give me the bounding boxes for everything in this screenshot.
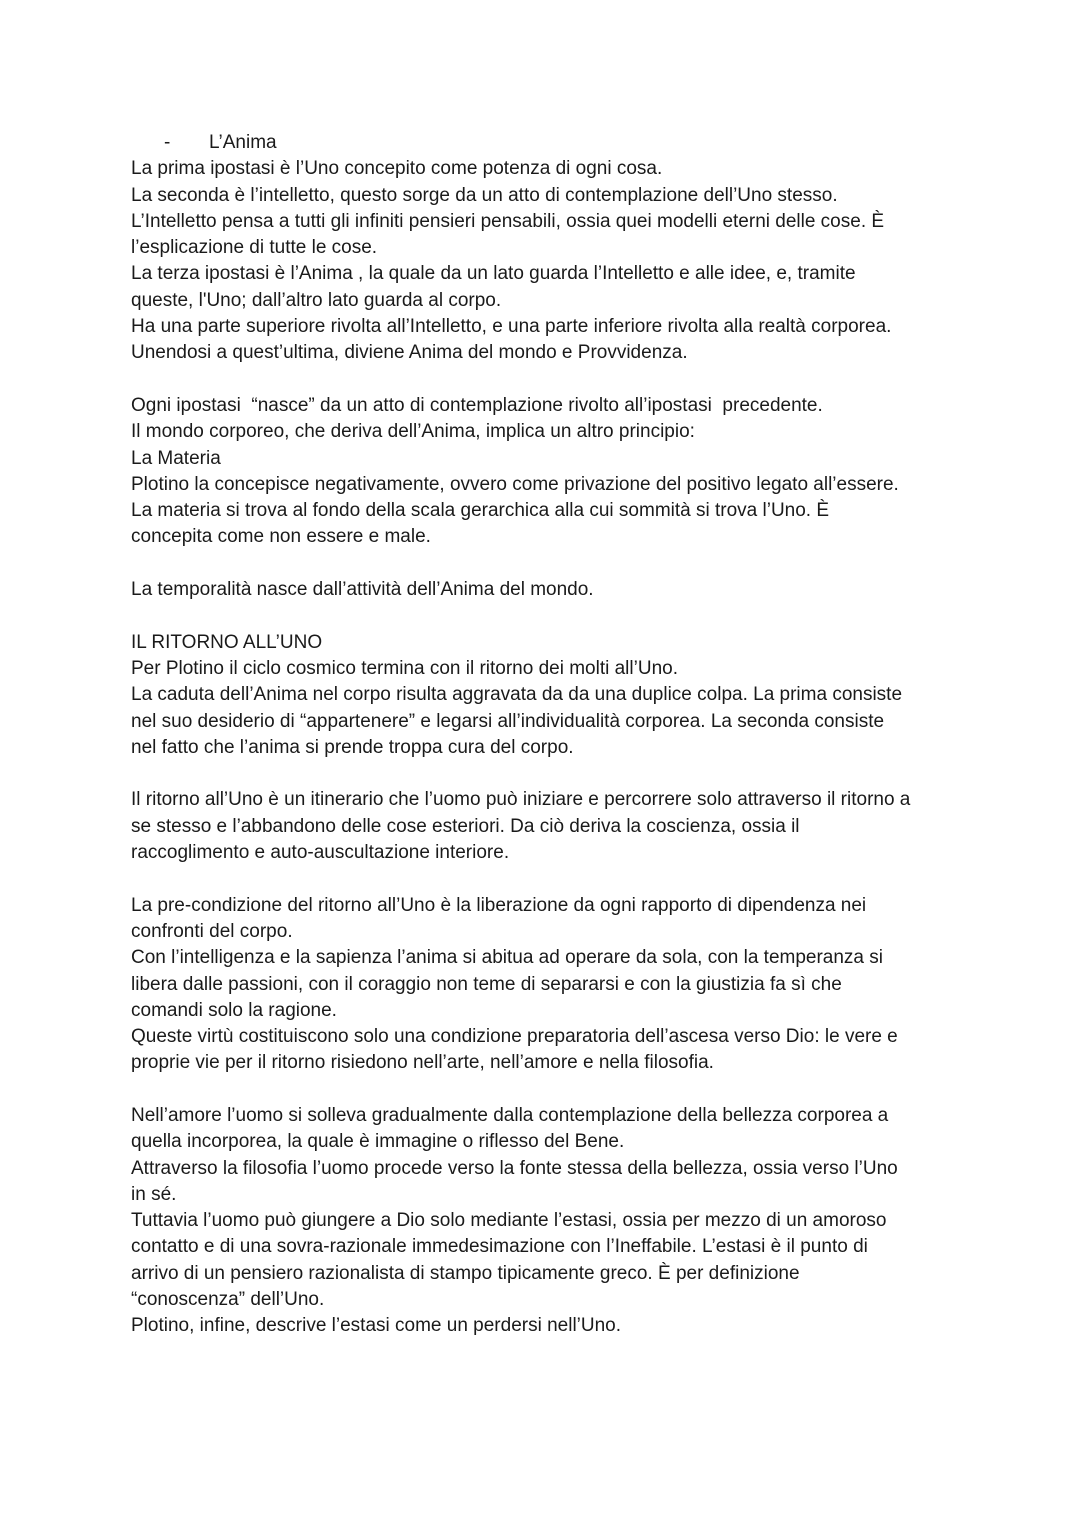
text-line: Plotino, infine, descrive l’estasi come un perdersi nell’Uno. xyxy=(131,1315,622,1337)
paragraph-gap xyxy=(131,603,961,629)
text-line: “conoscenza” dell’Uno. xyxy=(131,1289,325,1311)
text-line: Unendosi a quest’ultima, diviene Anima del mondo e Provvidenza. xyxy=(131,342,688,364)
text-line: comandi solo la ragione. xyxy=(131,999,337,1021)
text-line: contatto e di una sovra-razionale immedesimazione con l’Ineffabile. L’estasi è il punto di xyxy=(131,1236,868,1258)
paragraph-gap xyxy=(131,551,961,577)
paragraph xyxy=(131,893,961,1077)
text-line: proprie vie per il ritorno risiedono nell’arte, nell’amore e nella filosofia. xyxy=(131,1052,714,1074)
text-line: La pre-condizione del ritorno all’Uno è la liberazione da ogni rapporto di dipendenza nei xyxy=(131,894,867,916)
text-line: Il ritorno all’Uno è un itinerario che l’uomo può iniziare e percorrere solo attraverso il ritorno a xyxy=(131,789,911,811)
text-line: concepita come non essere e male. xyxy=(131,526,431,548)
text-line: IL RITORNO ALL’UNO xyxy=(131,631,323,653)
text-line: Il mondo corporeo, che deriva dell’Anima, implica un altro principio: xyxy=(131,421,695,443)
text-line: l’esplicazione di tutte le cose. xyxy=(131,237,378,259)
bullet-marker: - xyxy=(164,132,171,153)
text-line: raccoglimento e auto-auscultazione interiore. xyxy=(131,842,510,864)
text-line: Attraverso la filosofia l’uomo procede verso la fonte stessa della bellezza, ossia verso l’Uno xyxy=(131,1157,898,1179)
paragraph xyxy=(131,393,961,551)
bullet-item-anima xyxy=(131,130,961,156)
paragraph xyxy=(131,1103,961,1340)
text-line: Ha una parte superiore rivolta all’Intelletto, e una parte inferiore rivolta alla realtà corporea. xyxy=(131,316,892,338)
text-line: Ogni ipostasi “nasce” da un atto di contemplazione rivolto all’ipostasi precedente. xyxy=(131,394,823,416)
text-line: in sé. xyxy=(131,1183,177,1205)
text-line: libera dalle passioni, con il coraggio non teme di separarsi e con la giustizia fa sì che xyxy=(131,973,842,995)
text-line: La terza ipostasi è l’Anima , la quale da un lato guarda l’Intelletto e alle idee, e, tramite xyxy=(131,263,856,285)
text-line: quella incorporea, la quale è immagine o riflesso del Bene. xyxy=(131,1131,625,1153)
text-line: La seconda è l’intelletto, questo sorge da un atto di contemplazione dell’Uno stesso. xyxy=(131,184,838,206)
text-line: La materia si trova al fondo della scala gerarchica alla cui sommità si trova l’Uno. È xyxy=(131,500,830,522)
paragraph xyxy=(131,577,961,603)
paragraph xyxy=(131,630,961,761)
bullet-label: L’Anima xyxy=(209,132,277,153)
text-line: Queste virtù costituiscono solo una condizione preparatoria dell’ascesa verso Dio: le vere e xyxy=(131,1026,898,1048)
text-line: L’Intelletto pensa a tutti gli infiniti pensieri pensabili, ossia quei modelli eterni delle cose. È xyxy=(131,210,885,232)
paragraph xyxy=(131,787,961,866)
text-line: La caduta dell’Anima nel corpo risulta aggravata da da una duplice colpa. La prima consiste xyxy=(131,684,903,706)
text-line: La prima ipostasi è l’Uno concepito come potenza di ogni cosa. xyxy=(131,158,663,180)
paragraph xyxy=(131,156,961,366)
text-line: se stesso e l’abbandono delle cose esteriori. Da ciò deriva la coscienza, ossia il xyxy=(131,815,800,837)
paragraph-gap xyxy=(131,761,961,787)
text-line: Plotino la concepisce negativamente, ovvero come privazione del positivo legato all’essere. xyxy=(131,473,899,495)
document-body xyxy=(131,156,961,1339)
paragraph-gap xyxy=(131,1077,961,1103)
text-line: queste, l'Uno; dall’altro lato guarda al corpo. xyxy=(131,289,502,311)
text-line: Con l’intelligenza e la sapienza l’anima si abitua ad operare da sola, con la temperanza si xyxy=(131,947,884,969)
text-line: Tuttavia l’uomo può giungere a Dio solo mediante l’estasi, ossia per mezzo di un amoroso xyxy=(131,1210,887,1232)
text-line: La Materia xyxy=(131,447,221,469)
text-line: nel suo desiderio di “appartenere” e legarsi all’individualità corporea. La seconda consiste xyxy=(131,710,885,732)
text-line: arrivo di un pensiero razionalista di stampo tipicamente greco. È per definizione xyxy=(131,1262,800,1284)
text-line: Per Plotino il ciclo cosmico termina con il ritorno dei molti all’Uno. xyxy=(131,657,678,679)
text-line: La temporalità nasce dall’attività dell’Anima del mondo. xyxy=(131,579,594,601)
document-page xyxy=(131,130,961,1340)
paragraph-gap xyxy=(131,367,961,393)
text-line: Nell’amore l’uomo si solleva gradualmente dalla contemplazione della bellezza corporea a xyxy=(131,1104,889,1126)
text-line: nel fatto che l’anima si prende troppa cura del corpo. xyxy=(131,736,574,758)
text-line: confronti del corpo. xyxy=(131,920,293,942)
paragraph-gap xyxy=(131,866,961,892)
